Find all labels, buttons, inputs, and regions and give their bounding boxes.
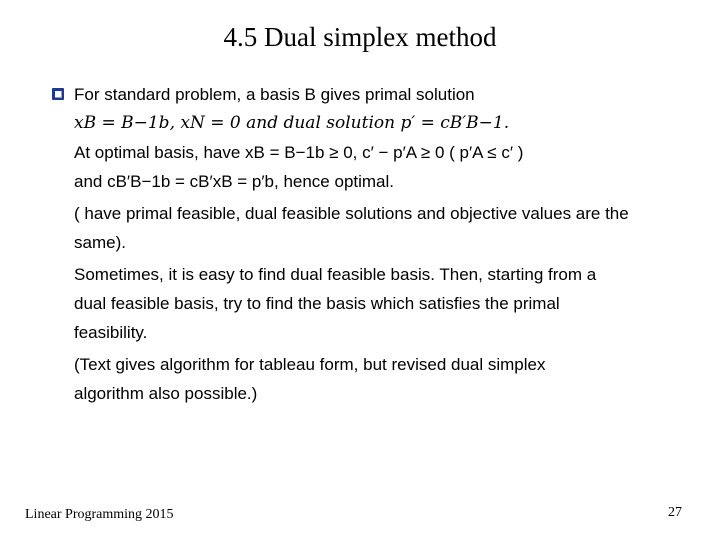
- square-bullet-icon: [52, 88, 64, 100]
- paragraph-3-line-3: feasibility.: [74, 323, 148, 342]
- slide-body: [74, 80, 694, 408]
- paragraph-3-line-1: Sometimes, it is easy to find dual feasible basis. Then, starting from a: [74, 265, 597, 284]
- paragraph-4: [74, 350, 694, 408]
- paragraph-3-line-2: dual feasible basis, try to find the basis which satisfies the primal: [74, 294, 560, 313]
- page-number: 27: [668, 505, 682, 520]
- paragraph-2-line-1: ( have primal feasible, dual feasible solutions and objective values are the: [74, 204, 629, 223]
- bullet-line-4: and cB′B−1b = cB′xB = p′b, hence optimal.: [74, 172, 395, 191]
- paragraph-3: [74, 260, 694, 347]
- bullet-line-1: For standard problem, a basis B gives primal solution: [74, 85, 475, 104]
- slide-title: 4.5 Dual simplex method: [223, 22, 497, 52]
- paragraph-4-line-2: algorithm also possible.): [74, 384, 258, 403]
- bullet-line-2: xB = B−1b, xN = 0 and dual solution p′ = cB′B−1.: [74, 113, 510, 133]
- footer-course: Linear Programming 2015: [25, 507, 174, 522]
- paragraph-2-line-2: same).: [74, 233, 126, 252]
- bullet-line-3: At optimal basis, have xB = B−1b ≥ 0, c′ − p′A ≥ 0 ( p′A ≤ c′ ): [74, 143, 524, 162]
- paragraph-2: [74, 199, 694, 257]
- paragraph-4-line-1: (Text gives algorithm for tableau form, but revised dual simplex: [74, 355, 546, 374]
